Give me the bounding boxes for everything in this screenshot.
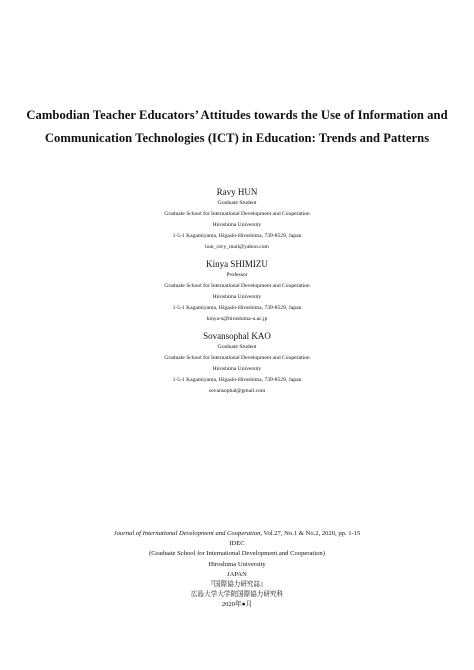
paper-title	[20, 104, 454, 150]
citation-details: Vol.27, No.1 & No.2, 2020, pp. 1-15	[262, 530, 361, 537]
author-university: Hiroshima University	[212, 294, 262, 300]
author-email: hun_ravy_mail@yahoo.com	[205, 244, 269, 250]
japanese-journal-name: 『国際協力研究誌』	[207, 581, 267, 589]
author-position: Graduate Student	[217, 344, 257, 350]
author-address: 1-5-1 Kagamiyama, Higashi-Hiroshima, 739-8529, Japan	[172, 377, 302, 383]
author-block	[0, 186, 474, 253]
author-university: Hiroshima University	[212, 366, 262, 372]
japanese-school-name: 広島大学大学院国際協力研究科	[190, 591, 284, 599]
author-position: Professor	[226, 272, 248, 278]
author-block	[0, 330, 474, 397]
publisher-school: (Graduate School for International Development and Cooperation)	[149, 550, 325, 558]
paper-title-line-2: Communication Technologies (ICT) in Education: Trends and Patterns	[44, 131, 430, 145]
author-school: Graduate School for International Development and Cooperation	[164, 211, 310, 217]
author-school: Graduate School for International Development and Cooperation	[164, 283, 310, 289]
author-email: sovansophal@gmail.com	[208, 388, 266, 394]
japanese-date: 2020年●月	[221, 601, 253, 609]
journal-name: Journal of International Development and Cooperation,	[113, 530, 263, 537]
author-name: Sovansophal KAO	[203, 331, 271, 341]
author-email: kinya-s@hiroshima-u.ac.jp	[206, 316, 268, 322]
paper-title-line-1: Cambodian Teacher Educators’ Attitudes towards the Use of Information and	[26, 108, 448, 122]
author-address: 1-5-1 Kagamiyama, Higashi-Hiroshima, 739-8529, Japan	[172, 305, 302, 311]
journal-citation	[0, 529, 474, 539]
author-list	[0, 186, 474, 402]
publisher: IDEC	[229, 540, 245, 548]
author-position: Graduate Student	[217, 200, 257, 206]
author-address: 1-5-1 Kagamiyama, Higashi-Hiroshima, 739-8529, Japan	[172, 233, 302, 239]
publisher-country: JAPAN	[227, 570, 247, 578]
publisher-university: Hiroshima University	[208, 560, 266, 568]
author-name: Kinya SHIMIZU	[206, 259, 268, 269]
author-school: Graduate School for International Development and Cooperation	[164, 355, 310, 361]
author-university: Hiroshima University	[212, 222, 262, 228]
publication-footer	[0, 529, 474, 611]
author-name: Ravy HUN	[216, 187, 258, 197]
author-block	[0, 258, 474, 325]
